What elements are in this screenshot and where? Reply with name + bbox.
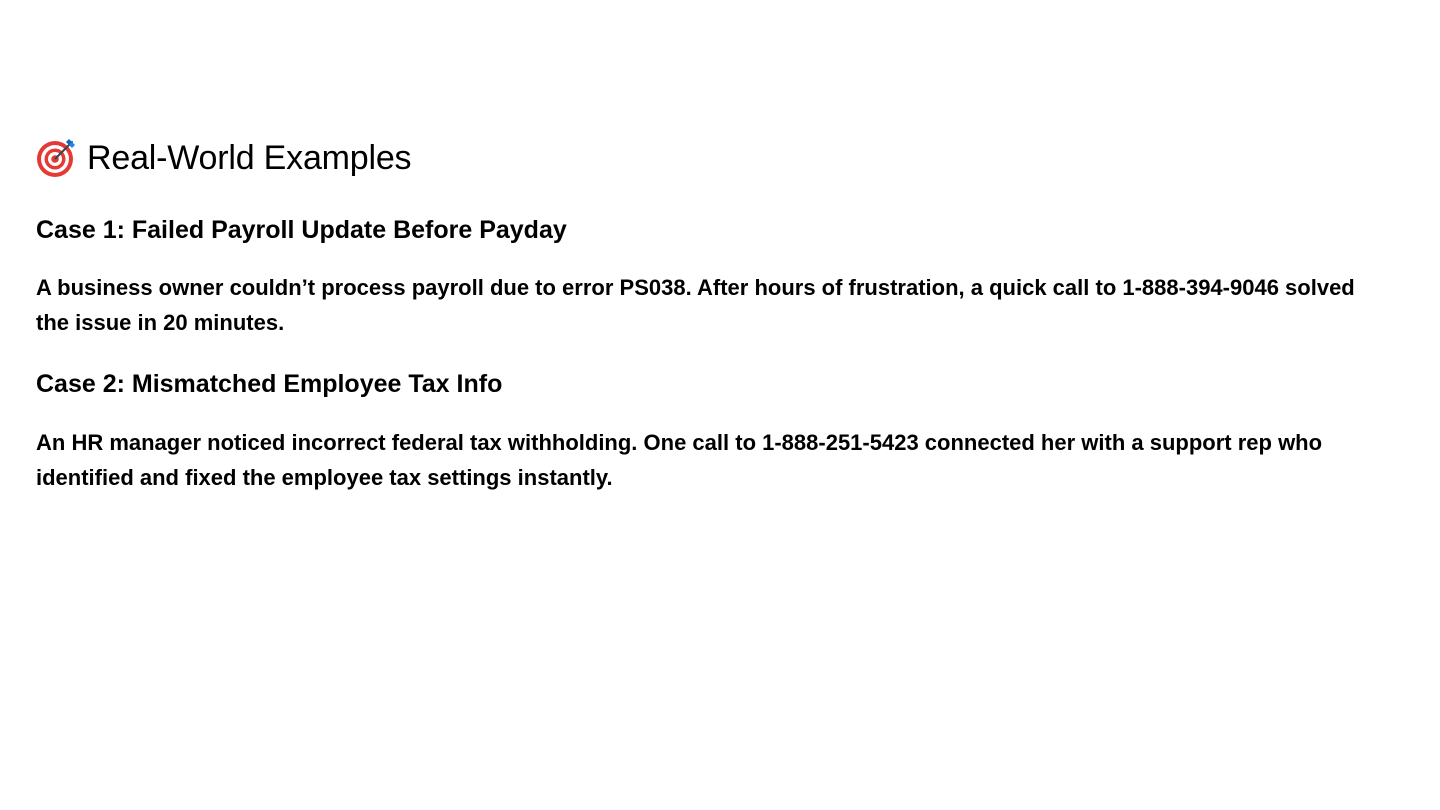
case-2-heading: Case 2: Mismatched Employee Tax Info: [36, 370, 503, 398]
page-title: Real-World Examples: [87, 139, 412, 177]
title-row: [36, 134, 1366, 182]
case-1-body: A business owner couldn’t process payroll due to error PS038. After hours of frustration, a quick call to 1-888-394-9046 solved the issue in 20 minutes.: [36, 275, 1355, 335]
case-1-heading: Case 1: Failed Payroll Update Before Payday: [36, 216, 567, 244]
case-2-body: An HR manager noticed incorrect federal tax withholding. One call to 1-888-251-5423 connected her with a support rep who identified and fixed the employee tax settings instantly.: [36, 430, 1323, 490]
slide-content: [36, 134, 1366, 495]
direct-hit-target-icon: [36, 138, 76, 178]
